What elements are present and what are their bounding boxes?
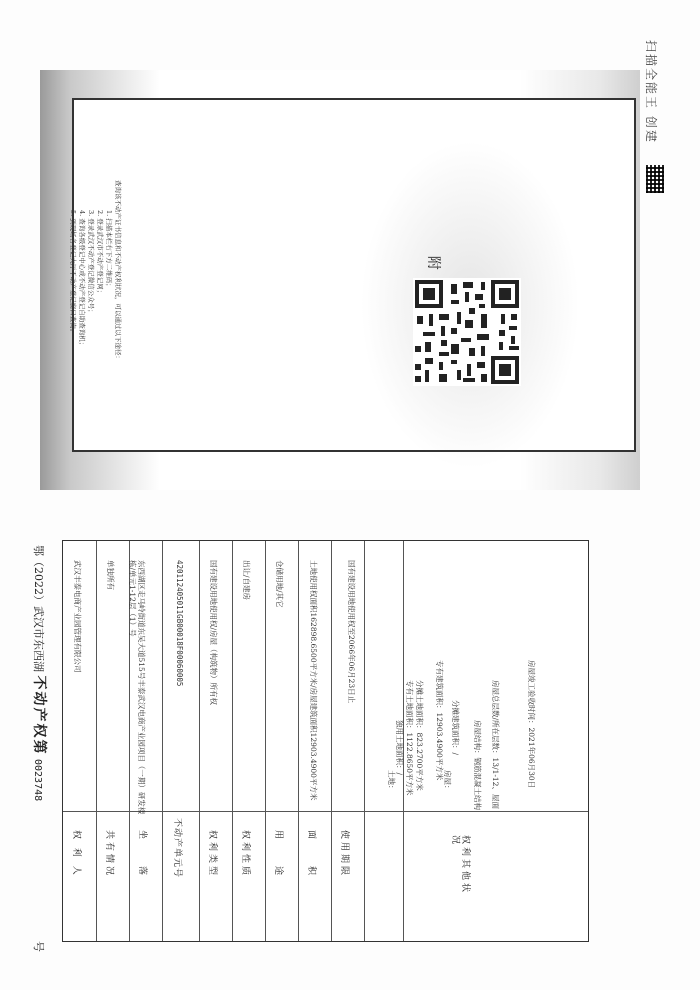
row-divider-4	[199, 541, 200, 941]
label-term: 使用期限	[339, 830, 349, 879]
other-line-floors: 房屋总层数/所在层数：13/1-12、屋面	[491, 680, 500, 809]
certificate-number: 0023748	[32, 759, 43, 802]
row-divider-7	[298, 541, 299, 941]
label-usage: 用 途	[273, 830, 283, 879]
heading-region: ）武汉市东西湖	[32, 595, 45, 672]
other-line-completion: 房屋竣工验收时间：2021年06月30日	[527, 660, 536, 789]
value-area: 土地使用权面积162898.6500平方米/房屋建筑面积12903.4900平方米	[309, 560, 318, 801]
other-line-exclusive-land: 专有土地面积：1122.8650平方米	[405, 680, 414, 796]
appendix-note-1: 1. 扫描本栏右下方二维码；	[105, 210, 113, 290]
row-divider-5	[232, 541, 233, 941]
label-location: 坐 落	[137, 830, 147, 879]
qr-badge-icon	[646, 165, 664, 193]
value-rights-nature: 出让/自建房	[242, 560, 251, 601]
row-divider-1	[96, 541, 97, 941]
heading-year: 2022	[32, 567, 45, 595]
value-term: 国有建设用地使用权至2066年06月23日止	[347, 560, 356, 704]
label-co-ownership: 共有情况	[104, 830, 114, 879]
heading-prefix: 鄂（	[32, 545, 45, 567]
other-line-structure: 房屋结构：钢筋混凝土结构	[473, 720, 482, 810]
appendix-note-5: 5. 到现场各登记大厅不动产登记窗口查询。	[69, 210, 77, 336]
scanner-watermark: 扫描全能王 创建	[644, 40, 658, 144]
other-line-exclusive-building: 专有建筑面积：12903.4900平方米	[435, 660, 444, 781]
other-line-land: 土地：	[387, 770, 396, 793]
qr-code-icon	[413, 278, 521, 386]
heading-type: 不动产权第	[31, 675, 47, 756]
value-rights-holder: 武汉丰泰电商产业园管理有限公司	[73, 560, 82, 673]
value-location: 东西湖区走马岭街道东吴大道515号丰泰武汉电商产业园项目（一期）研发楼栋/单元1-12层（1）号	[128, 560, 146, 815]
label-unit-number: 不动产单元号	[172, 818, 182, 879]
label-rights-nature: 权利性质	[240, 830, 250, 879]
appendix-note-2: 2. 登录武汉市不动产登记网；	[96, 210, 104, 297]
other-line-exclusive-land-use: 独用土地面积：/	[395, 720, 404, 776]
row-divider-3	[162, 541, 163, 941]
value-unit-number: 420112405011GB00018F00060005	[175, 560, 184, 687]
appendix-note-3: 3. 登录武汉不动产登记微信公众号；	[87, 210, 95, 316]
label-rights-type: 权利类型	[207, 830, 217, 879]
value-co-ownership: 单独所有	[106, 560, 115, 590]
certificate-heading	[30, 545, 50, 952]
appendix-note-4: 4. 查询各级登记中心或不动产登记自助查询机；	[78, 210, 86, 349]
row-divider-9	[364, 541, 365, 941]
appendix-note-intro: 查询该不动产证书信息和不动产权利状况，可以通过以下途径：	[114, 180, 122, 362]
row-divider-8	[331, 541, 332, 941]
other-line-shared-building: 分摊建筑面积：/	[451, 700, 460, 756]
label-other-status: 权利其他状况	[450, 835, 470, 896]
other-line-shared-land: 分摊土地面积：823.2700平方米	[415, 680, 424, 791]
value-usage: 仓储用地/其它	[275, 560, 284, 608]
label-area: 面 积	[306, 830, 316, 879]
row-divider-6	[265, 541, 266, 941]
label-rights-holder: 权 利 人	[71, 830, 81, 878]
value-rights-type: 国有建设用地使用权/房屋（构筑物）所有权	[209, 560, 218, 706]
heading-suffix: 号	[32, 941, 45, 953]
other-line-building: 房屋：	[443, 770, 452, 793]
